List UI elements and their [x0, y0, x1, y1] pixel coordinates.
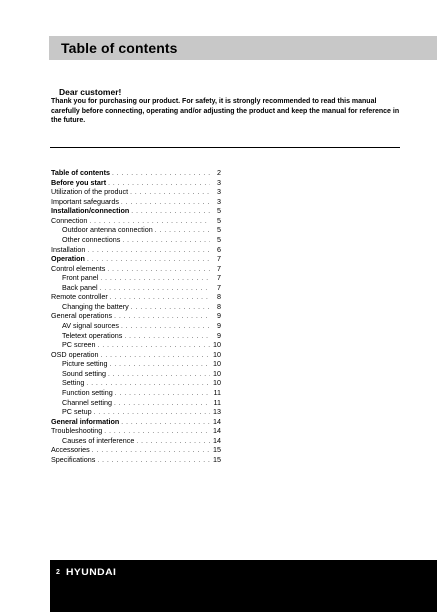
toc-entry-label: Connection — [51, 215, 88, 225]
toc-entry-page: 3 — [217, 177, 221, 187]
toc-entry-label: Back panel — [62, 282, 98, 292]
toc-entry[interactable] — [51, 283, 221, 293]
toc-entry-page: 5 — [217, 225, 221, 235]
toc-entry-page: 15 — [213, 454, 221, 464]
toc-entry-label: Installation/connection — [51, 206, 130, 216]
toc-entry[interactable] — [51, 197, 221, 207]
toc-entry[interactable] — [51, 235, 221, 245]
toc-entry-page: 5 — [217, 234, 221, 244]
toc-leader-dots — [115, 389, 210, 399]
toc-entry[interactable] — [51, 350, 221, 360]
toc-leader-dots — [101, 351, 210, 361]
toc-entry[interactable] — [51, 388, 221, 398]
toc-entry[interactable] — [51, 321, 221, 331]
toc-entry[interactable] — [51, 407, 221, 417]
toc-entry-page: 10 — [213, 368, 221, 378]
toc-entry-label: Table of contents — [51, 168, 110, 177]
toc-entry[interactable] — [51, 445, 221, 455]
toc-entry-page: 7 — [217, 254, 221, 264]
toc-entry[interactable] — [51, 311, 221, 321]
toc-entry-label: Specifications — [51, 454, 96, 464]
page-number: 2 — [56, 569, 60, 576]
toc-entry-label: Operation — [51, 254, 85, 264]
toc-leader-dots — [131, 303, 210, 313]
toc-leader-dots — [100, 284, 210, 294]
toc-entry-page: 10 — [213, 340, 221, 350]
footer-margin — [0, 560, 50, 612]
toc-entry[interactable] — [51, 245, 221, 255]
toc-leader-dots — [114, 312, 210, 322]
toc-entry-page: 10 — [213, 349, 221, 359]
toc-entry-label: Remote controller — [51, 292, 108, 302]
toc-leader-dots — [122, 236, 210, 246]
toc-leader-dots — [87, 255, 210, 265]
brand-logo: HYUNDAI — [66, 567, 117, 577]
toc-entry-label: Accessories — [51, 445, 90, 455]
toc-entry-page: 15 — [213, 445, 221, 455]
title-bar — [49, 36, 437, 60]
toc-entry-label: General information — [51, 416, 120, 426]
toc-entry[interactable] — [51, 369, 221, 379]
toc-leader-dots — [100, 274, 210, 284]
toc-entry-page: 11 — [213, 397, 221, 407]
divider — [50, 147, 400, 148]
toc-entry-page: 14 — [213, 426, 221, 436]
toc-entry[interactable] — [51, 426, 221, 436]
greeting-heading: Dear customer! — [59, 87, 122, 97]
toc-entry-label: Teletext operations — [62, 330, 123, 340]
toc-leader-dots — [124, 332, 210, 342]
toc-entry-label: Function setting — [62, 387, 113, 397]
toc-entry-page: 5 — [217, 206, 221, 216]
toc-entry-page: 7 — [217, 282, 221, 292]
toc-entry-page: 9 — [217, 321, 221, 330]
toc-entry-page: 10 — [213, 359, 221, 369]
toc-entry-label: Causes of interference — [62, 435, 135, 445]
toc-entry[interactable] — [51, 398, 221, 408]
toc-entry-label: Utilization of the product — [51, 187, 129, 197]
toc-leader-dots — [136, 437, 210, 447]
toc-leader-dots — [112, 169, 210, 179]
toc-entry-label: Control elements — [51, 263, 106, 273]
toc-entry-label: PC setup — [62, 407, 92, 417]
toc-entry-label: Outdoor antenna connection — [62, 225, 153, 235]
toc-entry-page: 14 — [213, 416, 221, 426]
toc-entry[interactable] — [51, 331, 221, 341]
toc-entry[interactable] — [51, 436, 221, 446]
toc-entry-page: 14 — [213, 435, 221, 445]
toc-entry[interactable] — [51, 359, 221, 369]
toc-entry[interactable] — [51, 455, 221, 465]
toc-entry-page: 3 — [217, 187, 221, 197]
toc-leader-dots — [98, 341, 210, 351]
toc-leader-dots — [121, 198, 210, 208]
toc-leader-dots — [131, 207, 210, 217]
toc-entry-label: Other connections — [62, 234, 121, 244]
toc-entry-page: 11 — [213, 387, 221, 397]
toc-entry-page: 3 — [217, 196, 221, 206]
toc-leader-dots — [114, 399, 210, 409]
toc-entry-label: Setting — [62, 378, 85, 388]
toc-leader-dots — [108, 370, 210, 380]
toc-entry-page: 10 — [213, 378, 221, 388]
toc-leader-dots — [87, 246, 210, 256]
footer-bar — [0, 560, 437, 612]
toc-entry-page: 6 — [217, 244, 221, 254]
toc-entry[interactable] — [51, 292, 221, 302]
toc-entry-page: 2 — [217, 168, 221, 177]
toc-entry[interactable] — [51, 273, 221, 283]
toc-entry[interactable] — [51, 178, 221, 188]
toc-entry[interactable] — [51, 302, 221, 312]
toc-leader-dots — [92, 446, 210, 456]
toc-entry-label: Changing the battery — [62, 301, 129, 311]
toc-entry-label: PC screen — [62, 340, 96, 350]
toc-entry-label: Front panel — [62, 273, 99, 283]
toc-entry-label: Sound setting — [62, 368, 106, 378]
toc-entry-page: 9 — [217, 311, 221, 321]
toc-entry-label: OSD operation — [51, 349, 99, 359]
toc-entry-page: 7 — [217, 263, 221, 273]
table-of-contents — [51, 168, 221, 464]
toc-entry-page: 8 — [217, 301, 221, 311]
toc-entry[interactable] — [51, 168, 221, 178]
toc-entry-page: 5 — [217, 215, 221, 225]
toc-entry[interactable] — [51, 417, 221, 427]
toc-entry-label: Important safeguards — [51, 196, 119, 206]
toc-entry[interactable] — [51, 216, 221, 226]
toc-entry[interactable] — [51, 187, 221, 197]
toc-entry-label: Installation — [51, 244, 86, 254]
toc-entry[interactable] — [51, 225, 221, 235]
toc-entry-page: 9 — [217, 330, 221, 340]
toc-leader-dots — [121, 322, 210, 332]
toc-entry-page: 13 — [213, 407, 221, 417]
toc-entry-page: 7 — [217, 273, 221, 283]
toc-entry-label: Channel setting — [62, 397, 112, 407]
intro-paragraph: Thank you for purchasing our product. For safety, it is strongly recommended to read this manual carefully before connecting, operating and/or adjusting the product and keep the manual for reference in the future. — [51, 98, 400, 124]
toc-entry[interactable] — [51, 378, 221, 388]
toc-leader-dots — [97, 456, 210, 466]
page-title: Table of contents — [61, 40, 178, 56]
toc-entry-label: Picture setting — [62, 359, 108, 369]
toc-leader-dots — [110, 360, 210, 370]
toc-entry[interactable] — [51, 264, 221, 274]
toc-leader-dots — [121, 418, 210, 428]
toc-entry-label: Troubleshooting — [51, 426, 103, 436]
toc-entry[interactable] — [51, 254, 221, 264]
toc-entry-page: 8 — [217, 292, 221, 302]
toc-leader-dots — [130, 188, 210, 198]
toc-entry[interactable] — [51, 340, 221, 350]
toc-entry[interactable] — [51, 206, 221, 216]
toc-entry-label: General operations — [51, 311, 113, 321]
toc-entry-label: Before you start — [51, 177, 107, 187]
toc-leader-dots — [107, 265, 210, 275]
toc-leader-dots — [155, 226, 210, 236]
toc-entry-label: AV signal sources — [62, 321, 119, 330]
